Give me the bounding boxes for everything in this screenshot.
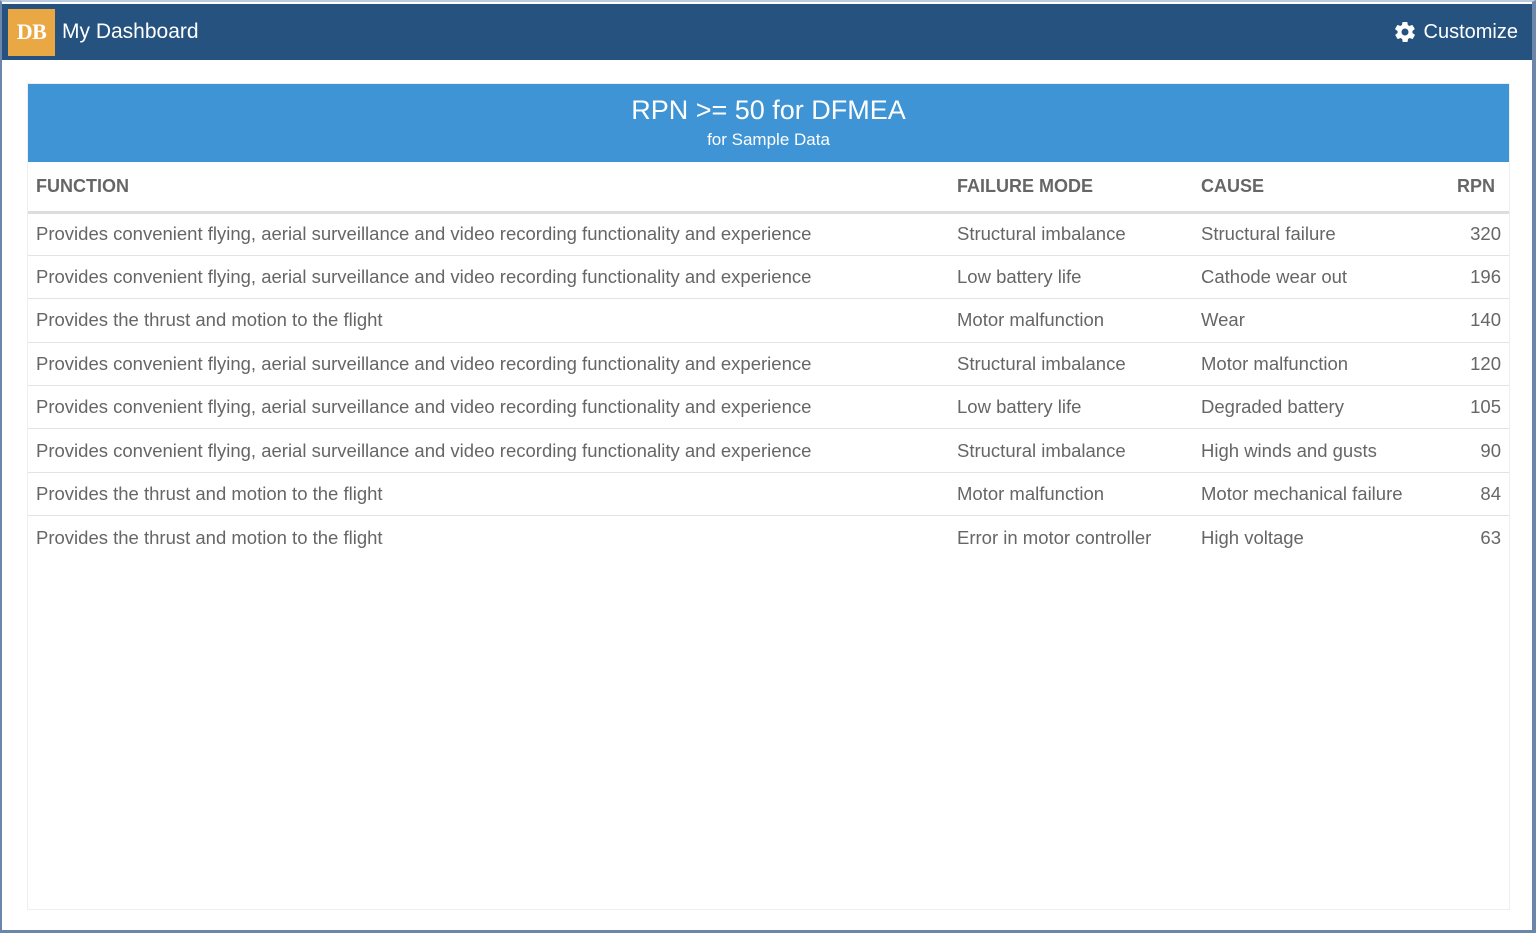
rpn-report-panel: [27, 83, 1510, 910]
cell-function: Provides the thrust and motion to the flight: [36, 526, 383, 548]
gear-icon: [1393, 20, 1417, 44]
customize-button[interactable]: [1393, 4, 1518, 60]
app-title[interactable]: My Dashboard: [62, 20, 199, 43]
cell-rpn: 320: [1439, 212, 1509, 255]
cell-cause: High winds and gusts: [1193, 429, 1439, 472]
cell-failure-mode: Low battery life: [949, 386, 1193, 429]
cell-rpn: 84: [1439, 472, 1509, 515]
panel-header: [28, 84, 1509, 162]
table-row[interactable]: [28, 429, 1509, 472]
table-row[interactable]: [28, 472, 1509, 515]
table-row[interactable]: [28, 299, 1509, 342]
panel-title: RPN >= 50 for DFMEA: [631, 95, 906, 125]
cell-failure-mode: Motor malfunction: [949, 472, 1193, 515]
cell-cause: High voltage: [1201, 526, 1304, 548]
column-header-failure-mode[interactable]: FAILURE MODE: [949, 162, 1193, 212]
table-row[interactable]: [28, 212, 1509, 255]
cell-rpn: 196: [1439, 255, 1509, 298]
cell-cause: Motor malfunction: [1193, 342, 1439, 385]
cell-function: Provides the thrust and motion to the flight: [28, 299, 949, 342]
cell-cause: Motor mechanical failure: [1193, 472, 1439, 515]
cell-rpn: 120: [1439, 342, 1509, 385]
cell-function: Provides convenient flying, aerial surveillance and video recording functionality and experience: [28, 386, 949, 429]
panel-subtitle: for Sample Data: [707, 130, 830, 149]
cell-cause: Structural failure: [1193, 212, 1439, 255]
cell-failure-mode: Motor malfunction: [949, 299, 1193, 342]
table-header-row: [28, 162, 1509, 212]
cell-cause: Wear: [1193, 299, 1439, 342]
cell-function: Provides convenient flying, aerial surveillance and video recording functionality and experience: [28, 212, 949, 255]
cell-rpn: 63: [1480, 526, 1501, 548]
cell-failure-mode: Structural imbalance: [949, 342, 1193, 385]
app-logo[interactable]: DB: [8, 9, 55, 56]
cell-cause: Degraded battery: [1193, 386, 1439, 429]
column-header-rpn[interactable]: RPN: [1439, 162, 1509, 212]
cell-function: Provides convenient flying, aerial surveillance and video recording functionality and experience: [28, 342, 949, 385]
table-row[interactable]: [28, 255, 1509, 298]
cell-cause: Cathode wear out: [1193, 255, 1439, 298]
table-row[interactable]: [28, 516, 1509, 559]
cell-failure-mode: Low battery life: [949, 255, 1193, 298]
cell-function: Provides the thrust and motion to the flight: [28, 472, 949, 515]
cell-rpn: 105: [1439, 386, 1509, 429]
cell-rpn: 90: [1439, 429, 1509, 472]
cell-failure-mode: Error in motor controller: [957, 526, 1152, 548]
table-row[interactable]: [28, 342, 1509, 385]
cell-rpn: 140: [1439, 299, 1509, 342]
cell-failure-mode: Structural imbalance: [949, 429, 1193, 472]
cell-failure-mode: Structural imbalance: [949, 212, 1193, 255]
cell-function: Provides convenient flying, aerial surveillance and video recording functionality and experience: [28, 255, 949, 298]
rpn-table: [28, 162, 1509, 559]
customize-label: Customize: [1423, 20, 1518, 43]
column-header-function[interactable]: FUNCTION: [28, 162, 949, 212]
table-row[interactable]: [28, 386, 1509, 429]
column-header-cause[interactable]: CAUSE: [1193, 162, 1439, 212]
cell-function: Provides convenient flying, aerial surveillance and video recording functionality and experience: [28, 429, 949, 472]
top-bar: [2, 4, 1532, 60]
